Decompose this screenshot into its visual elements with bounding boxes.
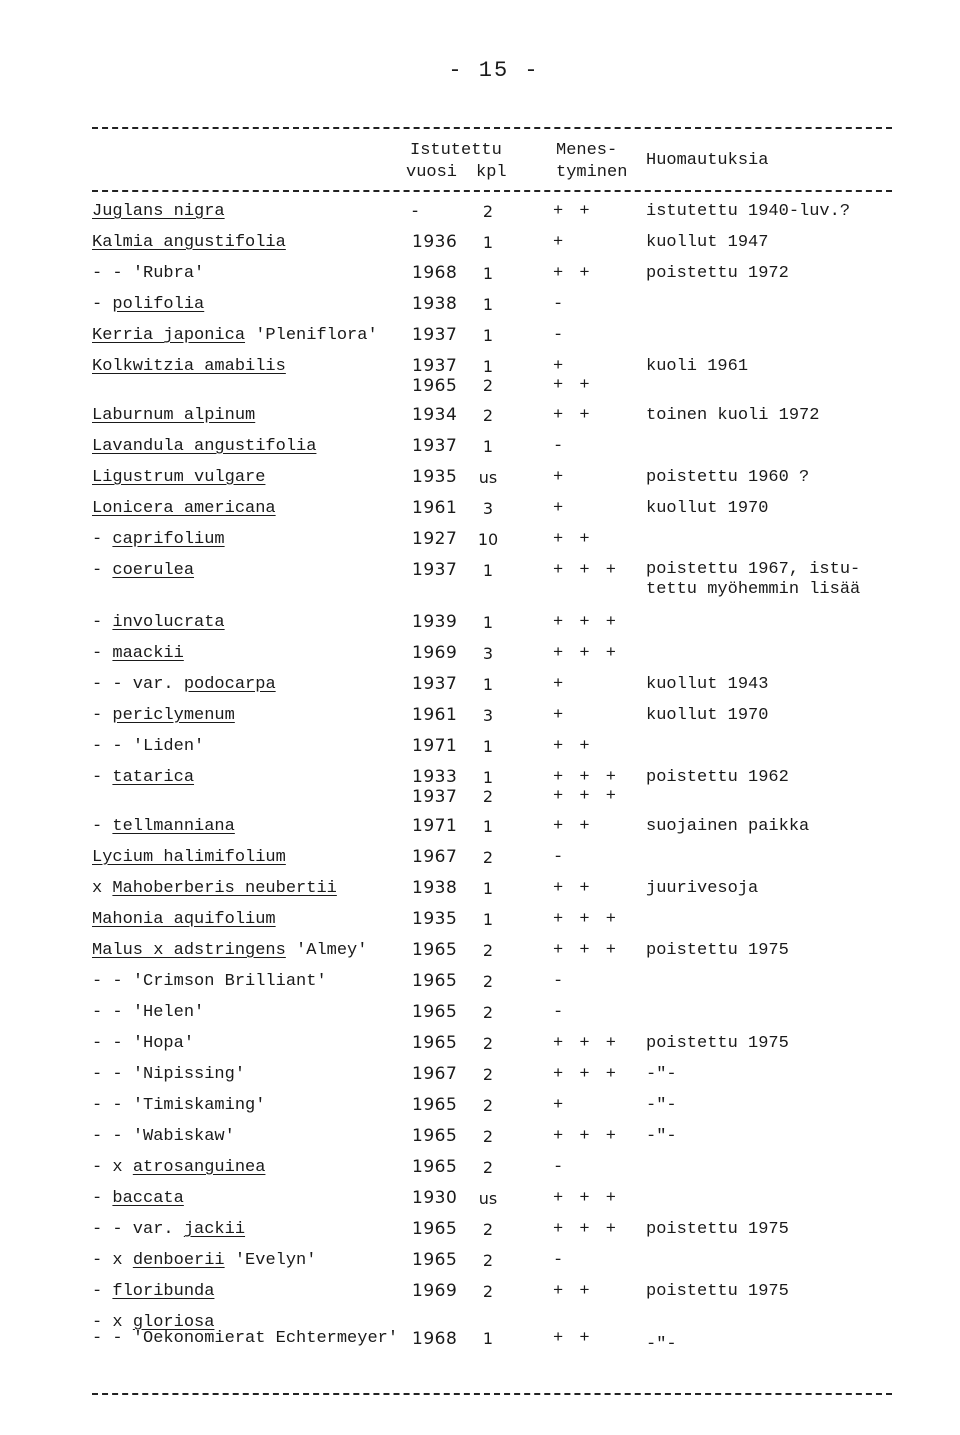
success-mark: + + + xyxy=(553,910,620,929)
planted-year: 1967 xyxy=(412,847,458,867)
planted-count: 1 xyxy=(482,357,494,376)
planted-count: 1 xyxy=(482,737,494,756)
success-mark: + + + xyxy=(553,644,620,663)
note-text: poistettu 1975 xyxy=(646,1034,789,1053)
name-prefix: - - xyxy=(92,1329,133,1348)
species-name xyxy=(92,196,225,227)
planted-year: 1927 xyxy=(412,529,458,549)
note-text: suojainen paikka xyxy=(646,817,810,836)
planted-year: 1934 xyxy=(412,405,458,425)
table-row xyxy=(0,904,960,935)
table-row xyxy=(0,811,960,842)
success-mark: - xyxy=(553,295,567,314)
bottom-divider xyxy=(92,1393,892,1395)
planted-year: - xyxy=(412,201,419,221)
name-binomial: Malus x adstringens xyxy=(92,941,286,960)
table-row xyxy=(0,1059,960,1090)
table-row xyxy=(0,524,960,555)
name-prefix: - - xyxy=(92,1065,133,1084)
table-row xyxy=(0,289,960,320)
planted-year: 1961 xyxy=(412,705,458,725)
name-binomial: polifolia xyxy=(112,295,205,314)
name-binomial: baccata xyxy=(112,1189,184,1208)
success-mark: - xyxy=(553,326,567,345)
name-prefix: - xyxy=(92,706,113,725)
name-binomial: podocarpa xyxy=(183,675,276,694)
planted-count: 1 xyxy=(482,768,494,787)
planted-count: 1 xyxy=(482,233,494,252)
name-cultivar: 'Almey' xyxy=(285,941,368,960)
table-row xyxy=(0,1183,960,1214)
species-name xyxy=(92,669,276,700)
table-row xyxy=(0,400,960,431)
name-binomial: denboerii xyxy=(132,1251,225,1270)
header-success: Menes- xyxy=(556,141,618,160)
header-year: vuosi xyxy=(406,163,458,182)
note-text: poistettu 1962 xyxy=(646,768,789,787)
top-divider xyxy=(92,127,892,129)
planted-count: 1 xyxy=(482,326,494,345)
planted-count: 3 xyxy=(482,644,494,663)
name-prefix: - xyxy=(92,295,113,314)
name-cultivar: 'Oekonomierat Echtermeyer' xyxy=(132,1329,399,1348)
species-name xyxy=(92,1028,194,1059)
success-mark: - xyxy=(553,1003,567,1022)
table-row xyxy=(0,493,960,524)
success-mark: + + + xyxy=(553,613,620,632)
table-row xyxy=(0,1307,960,1332)
name-prefix: - xyxy=(92,817,113,836)
name-binomial: Mahonia aquifolium xyxy=(92,910,276,929)
planted-year: 1971 xyxy=(412,736,458,756)
species-name xyxy=(92,1329,398,1349)
planted-year: 1937 xyxy=(412,356,458,376)
name-binomial: Kerria japonica xyxy=(92,326,246,345)
planted-count: 2 xyxy=(482,1065,494,1084)
table-row xyxy=(0,1214,960,1245)
name-prefix: - - xyxy=(92,264,133,283)
note-text: juurivesoja xyxy=(646,879,759,898)
planted-count: 1 xyxy=(482,613,494,632)
planted-count: 1 xyxy=(482,295,494,314)
name-cultivar: 'Nipissing' xyxy=(132,1065,246,1084)
planted-count: 2 xyxy=(482,406,494,425)
table-row xyxy=(0,935,960,966)
name-prefix: - xyxy=(92,613,113,632)
planted-count: 1 xyxy=(482,1329,494,1348)
success-mark: + xyxy=(553,1096,567,1115)
species-name xyxy=(92,289,204,320)
planted-count: 2 xyxy=(482,972,494,991)
species-name xyxy=(92,258,204,289)
planted-year: 1965 xyxy=(412,376,458,396)
name-prefix: - x xyxy=(92,1158,133,1177)
table-row xyxy=(0,196,960,227)
planted-year: 1965 xyxy=(412,1157,458,1177)
name-binomial: atrosanguinea xyxy=(132,1158,266,1177)
success-mark: + xyxy=(553,357,567,376)
success-mark: + xyxy=(553,706,567,725)
planted-year: 1969 xyxy=(412,1281,458,1301)
planted-year: 1933 xyxy=(412,767,458,787)
species-name xyxy=(92,555,194,586)
planted-year: 1935 xyxy=(412,909,458,929)
name-binomial: Lonicera americana xyxy=(92,499,276,518)
success-mark: + + + xyxy=(553,1127,620,1146)
success-mark: - xyxy=(553,1251,567,1270)
success-mark: + + xyxy=(553,1329,593,1348)
planted-count: 1 xyxy=(482,910,494,929)
table-row xyxy=(0,1090,960,1121)
name-cultivar: 'Pleniflora' xyxy=(245,326,378,345)
name-prefix: - - xyxy=(92,1096,133,1115)
success-mark: - xyxy=(553,972,567,991)
planted-year: 1965 xyxy=(412,1250,458,1270)
note-text: poistettu 1975 xyxy=(646,941,789,960)
planted-count: 2 xyxy=(482,1251,494,1270)
name-prefix: - - xyxy=(92,1127,133,1146)
header-count: kpl xyxy=(476,163,507,182)
planted-year: 1937 xyxy=(412,560,458,580)
success-mark: + + + xyxy=(553,1220,620,1239)
note-text: kuoli 1961 xyxy=(646,357,749,376)
note-text: poistettu 1975 xyxy=(646,1220,789,1239)
header-divider xyxy=(92,190,892,192)
name-cultivar: 'Liden' xyxy=(132,737,205,756)
species-name xyxy=(92,462,265,493)
note-text: -"- xyxy=(646,1335,677,1354)
planted-year: 1971 xyxy=(412,816,458,836)
table-row xyxy=(0,555,960,607)
name-binomial: Kolkwitzia amabilis xyxy=(92,357,286,376)
species-name xyxy=(92,524,225,555)
planted-count: 1 xyxy=(482,817,494,836)
planted-count: 2 xyxy=(482,1127,494,1146)
name-prefix: - xyxy=(92,561,113,580)
name-cultivar: 'Timiskaming' xyxy=(132,1096,266,1115)
table-row xyxy=(0,462,960,493)
planted-year: 1939 xyxy=(412,612,458,632)
name-cultivar: 'Wabiskaw' xyxy=(132,1127,235,1146)
planted-count: 2 xyxy=(482,1034,494,1053)
name-prefix: - - var. xyxy=(92,1220,184,1239)
species-name xyxy=(92,997,204,1028)
table-row xyxy=(0,700,960,731)
planted-count: 2 xyxy=(482,376,494,395)
planted-count: 2 xyxy=(482,1003,494,1022)
planted-year: 1969 xyxy=(412,643,458,663)
name-prefix: - - var. xyxy=(92,675,184,694)
success-mark: + + + xyxy=(553,787,620,806)
table-row xyxy=(0,227,960,258)
note-text: -"- xyxy=(646,1127,677,1146)
name-binomial: tellmanniana xyxy=(112,817,235,836)
planted-year: 1965 xyxy=(412,971,458,991)
name-binomial: Kalmia angustifolia xyxy=(92,233,286,252)
note-text: poistettu 1960 ? xyxy=(646,468,810,487)
header-notes: Huomautuksia xyxy=(646,151,769,170)
planted-year: 1938 xyxy=(412,878,458,898)
name-cultivar: 'Crimson Brilliant' xyxy=(132,972,327,991)
planted-year: 1965 xyxy=(412,1219,458,1239)
table-row xyxy=(0,1276,960,1307)
planted-year: 1965 xyxy=(412,1095,458,1115)
name-binomial: tatarica xyxy=(112,768,195,787)
planted-year: 1935 xyxy=(412,467,458,487)
name-prefix: - - xyxy=(92,1003,133,1022)
species-name xyxy=(92,966,327,997)
name-prefix: - x xyxy=(92,1251,133,1270)
species-name xyxy=(92,1090,265,1121)
planted-year: 1937 xyxy=(412,787,458,807)
table-row xyxy=(0,607,960,638)
note-text: kuollut 1970 xyxy=(646,706,769,725)
planted-count: us xyxy=(478,1189,498,1208)
success-mark: + + xyxy=(553,737,593,756)
planted-year: 1965 xyxy=(412,1126,458,1146)
table-row xyxy=(0,320,960,351)
planted-count: 2 xyxy=(482,848,494,867)
table-row xyxy=(0,258,960,289)
planted-count: 10 xyxy=(477,530,499,549)
planted-count: 2 xyxy=(482,1096,494,1115)
table-row xyxy=(0,638,960,669)
planted-year: 1967 xyxy=(412,1064,458,1084)
table-row xyxy=(0,966,960,997)
species-name xyxy=(92,1183,184,1214)
table-row xyxy=(0,873,960,904)
success-mark: - xyxy=(553,848,567,867)
note-text: toinen kuoli 1972 xyxy=(646,406,820,425)
planted-count: 2 xyxy=(482,1282,494,1301)
planted-year: 1937 xyxy=(412,436,458,456)
note-text: poistettu 1975 xyxy=(646,1282,789,1301)
species-name xyxy=(92,842,286,873)
plant-table xyxy=(0,196,960,1354)
name-binomial: maackii xyxy=(112,644,184,663)
name-cultivar: 'Helen' xyxy=(132,1003,205,1022)
success-mark: + + xyxy=(553,879,593,898)
header-success-2: tyminen xyxy=(556,163,628,182)
success-mark: - xyxy=(553,437,567,456)
planted-year: 1938 xyxy=(412,294,458,314)
success-mark: + + + xyxy=(553,941,620,960)
table-row xyxy=(0,431,960,462)
name-binomial: Mahoberberis neubertii xyxy=(112,879,337,898)
name-prefix: - - xyxy=(92,1034,133,1053)
name-cultivar: 'Rubra' xyxy=(132,264,205,283)
name-binomial: Lycium halimifolium xyxy=(92,848,286,867)
name-binomial: Lavandula angustifolia xyxy=(92,437,317,456)
planted-year: 1937 xyxy=(412,325,458,345)
table-row xyxy=(0,376,960,396)
planted-year: 1937 xyxy=(412,674,458,694)
planted-count: 2 xyxy=(482,202,494,221)
species-name xyxy=(92,811,235,842)
planted-year: 1961 xyxy=(412,498,458,518)
table-row xyxy=(0,1152,960,1183)
species-name xyxy=(92,1245,316,1276)
species-name xyxy=(92,1152,265,1183)
note-text-continued: tettu myöhemmin lisää xyxy=(646,580,861,599)
planted-count: 1 xyxy=(482,879,494,898)
success-mark: + + xyxy=(553,202,593,221)
note-text: poistettu 1972 xyxy=(646,264,789,283)
success-mark: + + xyxy=(553,817,593,836)
species-name xyxy=(92,1214,245,1245)
planted-count: 1 xyxy=(482,675,494,694)
success-mark: - xyxy=(553,1158,567,1177)
name-binomial: jackii xyxy=(183,1220,246,1239)
page-number: - 15 - xyxy=(448,58,540,83)
planted-count: 3 xyxy=(482,706,494,725)
name-binomial: coerulea xyxy=(112,561,195,580)
name-prefix: - x xyxy=(92,1313,133,1332)
planted-year: 1968 xyxy=(412,263,458,283)
table-row xyxy=(0,669,960,700)
planted-count: 3 xyxy=(482,499,494,518)
species-name xyxy=(92,873,337,904)
success-mark: + + xyxy=(553,406,593,425)
success-mark: + + xyxy=(553,1282,593,1301)
name-binomial: Juglans nigra xyxy=(92,202,225,221)
success-mark: + xyxy=(553,675,567,694)
name-prefix: - xyxy=(92,1189,113,1208)
name-prefix: - - xyxy=(92,972,133,991)
success-mark: + + + xyxy=(553,561,620,580)
planted-count: 2 xyxy=(482,1220,494,1239)
species-name xyxy=(92,904,276,935)
name-cultivar: 'Hopa' xyxy=(132,1034,195,1053)
name-cultivar: 'Evelyn' xyxy=(224,1251,317,1270)
note-text: poistettu 1967, istu- xyxy=(646,560,861,579)
header-planted: Istutettu xyxy=(410,141,502,160)
success-mark: + xyxy=(553,233,567,252)
planted-count: 2 xyxy=(482,941,494,960)
species-name xyxy=(92,227,286,258)
planted-count: 2 xyxy=(482,787,494,806)
table-row xyxy=(0,1245,960,1276)
note-text: kuollut 1970 xyxy=(646,499,769,518)
planted-year: 1965 xyxy=(412,1002,458,1022)
species-name xyxy=(92,400,255,431)
species-name xyxy=(92,1059,245,1090)
note-text: kuollut 1943 xyxy=(646,675,769,694)
planted-count: 2 xyxy=(482,1158,494,1177)
success-mark: + + xyxy=(553,376,593,395)
note-text: istutettu 1940-luv.? xyxy=(646,202,851,221)
name-binomial: periclymenum xyxy=(112,706,235,725)
note-text: -"- xyxy=(646,1065,677,1084)
table-row xyxy=(0,1121,960,1152)
name-binomial: floribunda xyxy=(112,1282,215,1301)
note-text: kuollut 1947 xyxy=(646,233,769,252)
name-prefix: x xyxy=(92,879,113,898)
success-mark: + + + xyxy=(553,1034,620,1053)
name-prefix: - xyxy=(92,644,113,663)
name-binomial: caprifolium xyxy=(112,530,225,549)
planted-year: 1936 xyxy=(412,232,458,252)
table-row xyxy=(0,731,960,762)
species-name xyxy=(92,935,367,966)
planted-count: 1 xyxy=(482,437,494,456)
species-name xyxy=(92,1276,214,1307)
table-header xyxy=(0,138,960,184)
success-mark: + + + xyxy=(553,1189,620,1208)
table-row xyxy=(0,997,960,1028)
table-row xyxy=(0,1028,960,1059)
planted-year: 1965 xyxy=(412,1033,458,1053)
success-mark: + xyxy=(553,499,567,518)
success-mark: + + xyxy=(553,530,593,549)
success-mark: + + + xyxy=(553,768,620,787)
success-mark: + xyxy=(553,468,567,487)
name-prefix: - xyxy=(92,768,113,787)
name-prefix: - xyxy=(92,530,113,549)
species-name xyxy=(92,320,378,351)
name-binomial: Laburnum alpinum xyxy=(92,406,256,425)
note-text: -"- xyxy=(646,1096,677,1115)
species-name xyxy=(92,493,276,524)
species-name xyxy=(92,431,316,462)
species-name xyxy=(92,638,184,669)
planted-count: 1 xyxy=(482,264,494,283)
species-name xyxy=(92,607,225,638)
name-binomial: gloriosa xyxy=(132,1313,215,1332)
species-name xyxy=(92,1121,235,1152)
name-prefix: - xyxy=(92,1282,113,1301)
name-binomial: involucrata xyxy=(112,613,225,632)
planted-count: 1 xyxy=(482,561,494,580)
table-row xyxy=(0,842,960,873)
table-row xyxy=(0,787,960,807)
planted-year: 1930 xyxy=(412,1188,458,1208)
success-mark: + + + xyxy=(553,1065,620,1084)
planted-count: us xyxy=(478,468,498,487)
success-mark: + + xyxy=(553,264,593,283)
table-row xyxy=(0,1329,960,1354)
species-name xyxy=(92,731,204,762)
species-name xyxy=(92,700,235,731)
planted-year: 1965 xyxy=(412,940,458,960)
planted-year: 1968 xyxy=(412,1329,458,1349)
name-prefix: - - xyxy=(92,737,133,756)
name-binomial: Ligustrum vulgare xyxy=(92,468,266,487)
